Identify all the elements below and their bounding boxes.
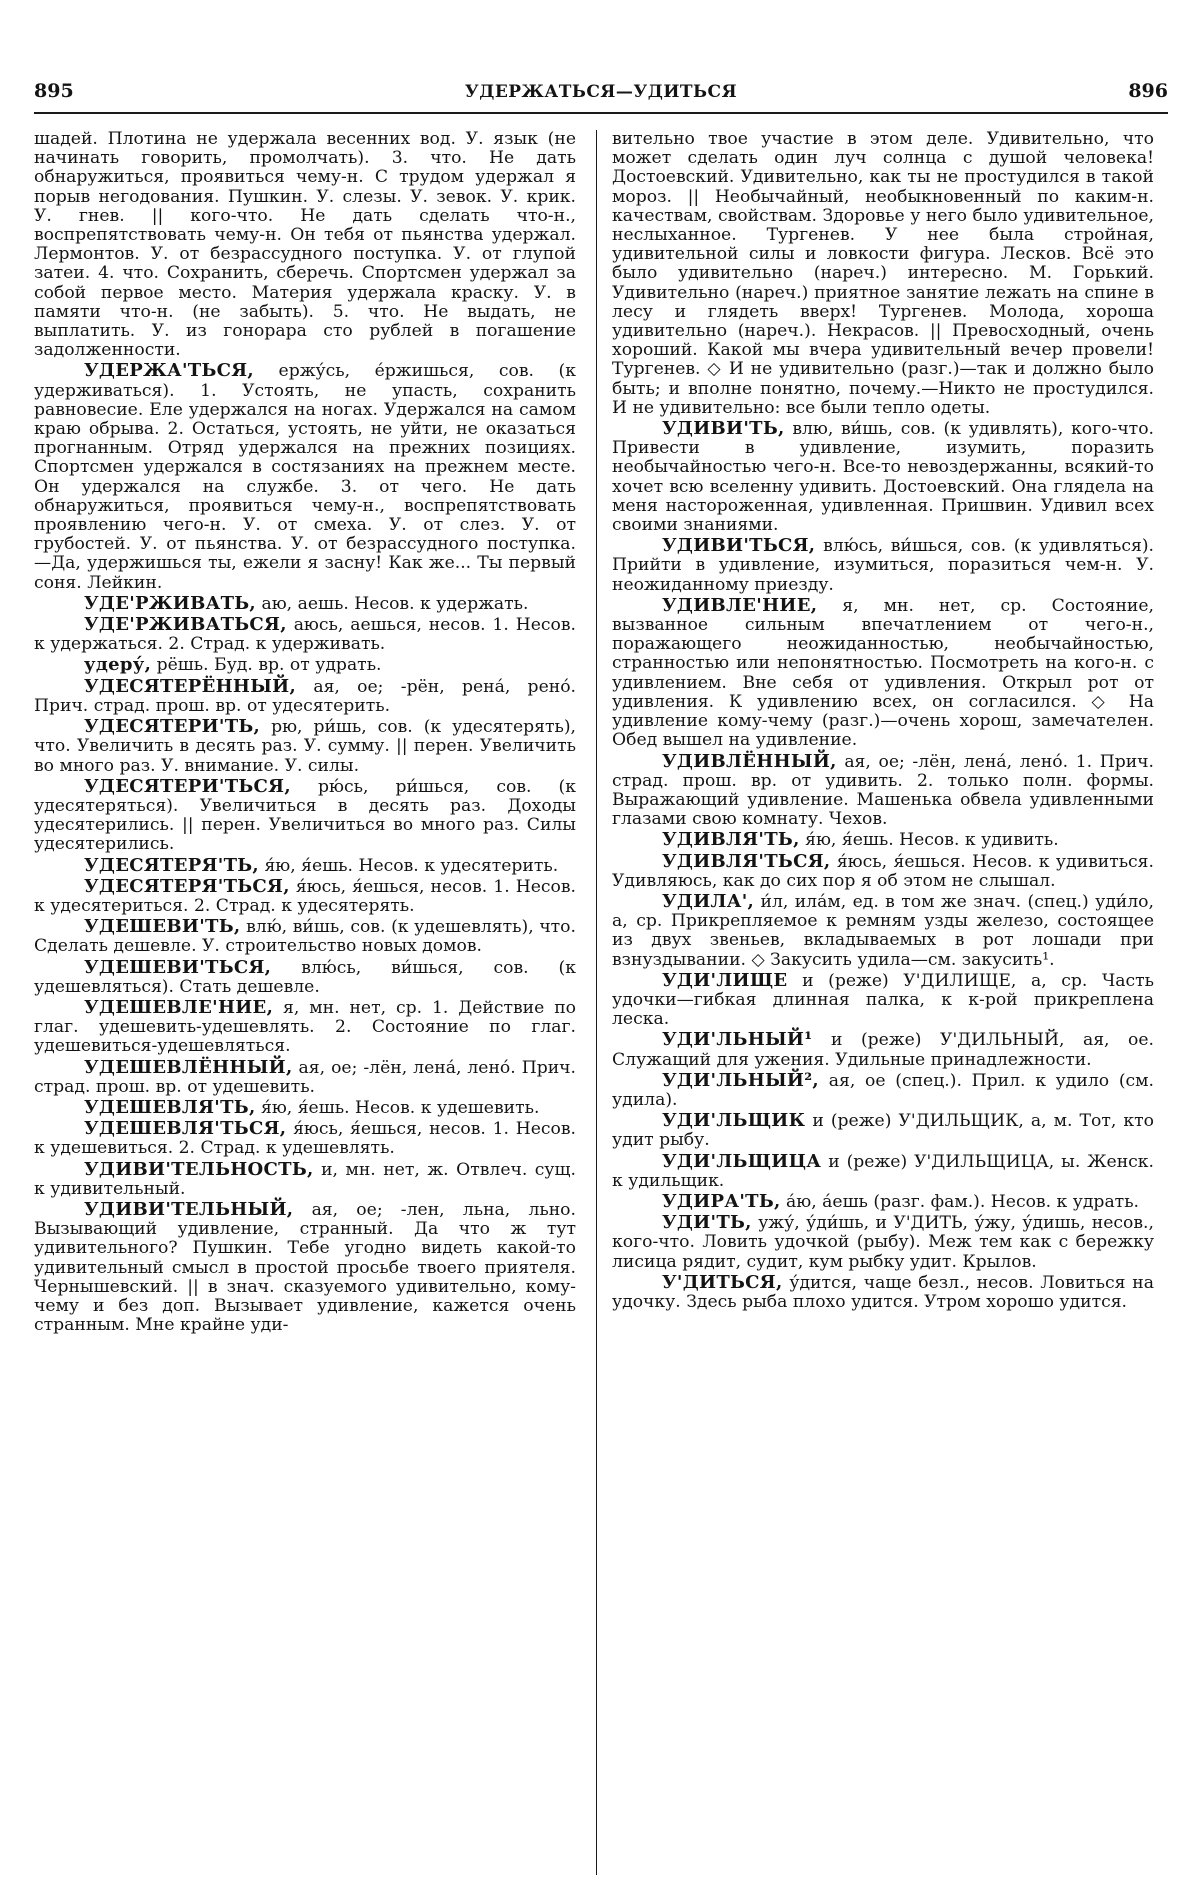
dictionary-entry bbox=[34, 615, 576, 654]
entry-headword: УДЕШЕВИ'ТЬСЯ, bbox=[84, 956, 272, 978]
entry-text: влю́сь, ви́шься, сов. (к удешевляться). Стать дешевле. bbox=[34, 957, 576, 997]
dictionary-entry bbox=[34, 917, 576, 956]
entry-text: и (реже) У'ДИЛЬЩИК, а, м. Тот, кто удит рыбу. bbox=[612, 1111, 1154, 1151]
dictionary-entry bbox=[34, 1200, 576, 1335]
dictionary-entry bbox=[612, 892, 1154, 970]
page-number-right: 896 bbox=[1128, 80, 1168, 102]
entry-text: ая, ое; -рён, рена́, рено́. Прич. страд. прош. вр. от удесятерить. bbox=[34, 676, 576, 716]
dictionary-entry bbox=[612, 971, 1154, 1030]
running-title: УДЕРЖАТЬСЯ—УДИТЬСЯ bbox=[464, 82, 738, 102]
entry-headword: УДИРА'ТЬ, bbox=[662, 1190, 781, 1212]
dictionary-entry bbox=[34, 717, 576, 776]
entry-text: шадей. Плотина не удержала весенних вод. У. язык (не начинать говорить, промолчать). 3. что. Не дать обнаружиться, проявиться чему-н. С трудом удержал я порыв негодования. Пушкин. У. слезы. У. зевок. У. крик. У. гнев. || кого-что. Не дать сделать что-н., воспрепятствовать чему-н. Он тебя от пьянства удержал. Лермонтов. У. от безрассудного поступка. У. от глупой затеи. 4. что. Сохранить, сберечь. Спортсмен удержал за собой первое место. Материя удержала краску. У. в памяти что-н. (не забыть). 5. что. Не выдать, не выплатить. У. из гонорара сто рублей в погашение задолженности. bbox=[34, 130, 576, 361]
entry-text: я́юсь, я́ешься. Несов. к удивиться. Удивляюсь, как до сих пор я об этом не слышал. bbox=[612, 851, 1154, 891]
dictionary-entry bbox=[612, 1213, 1154, 1272]
entry-text: и́л, ила́м, ед. в том же знач. (спец.) уди́ло, а, ср. Прикрепляемое к ремням узды железо, состоящее из двух звеньев, вкладываемых в рот лошади при взнуздывании. ◇ Закусить удила—см. закусить¹. bbox=[612, 891, 1154, 970]
dictionary-entry bbox=[612, 752, 1154, 830]
page-number-left: 895 bbox=[34, 80, 74, 102]
entry-headword: УДИВИ'ТЕЛЬНОСТЬ, bbox=[84, 1158, 314, 1180]
dictionary-entry bbox=[34, 677, 576, 716]
dictionary-entry bbox=[612, 419, 1154, 535]
entry-text: ая, ое; -лён, лена́, лено́. 1. Прич. страд. прош. вр. от удивить. 2. только полн. формы. Выражающий удивление. Машенька обвела удивленными глазами свою комнату. Чехов. bbox=[612, 751, 1154, 830]
entry-text: ая, ое; -лен, льна, льно. Вызывающий удивление, странный. Да что ж тут удивительного? Пушкин. Тебе угодно видеть какой-то удивительный смысл в простой просьбе твоего приятеля. Чернышевский. || в знач. сказуемого удивительно, кому-чему и без доп. Вызывает удивление, кажется очень странным. Мне крайне уди- bbox=[34, 1199, 576, 1336]
dictionary-entry bbox=[34, 958, 576, 997]
dictionary-entry bbox=[34, 594, 576, 614]
entry-text: и (реже) У'ДИЛЬНЫЙ, ая, ое. Служащий для ужения. Удильные принадлежности. bbox=[612, 1030, 1154, 1070]
entry-headword: УДЕ'РЖИВАТЬ, bbox=[84, 592, 256, 614]
entry-text: я, мн. нет, ср. 1. Действие по глаг. удешевить-удешевлять. 2. Состояние по глаг. удешевиться-удешевляться. bbox=[34, 997, 576, 1057]
dictionary-entry bbox=[612, 596, 1154, 751]
entry-text: рю, ри́шь, сов. (к удесятерять), что. Увеличить в десять раз. У. сумму. || перен. Увеличить во много раз. У. внимание. У. силы. bbox=[34, 717, 576, 776]
entry-headword: УДИВИ'ТЕЛЬНЫЙ, bbox=[84, 1198, 294, 1220]
entry-headword: УДЕШЕВЛЕ'НИЕ, bbox=[84, 996, 274, 1018]
entry-headword: УДИ'ЛЬНЫЙ¹ bbox=[662, 1029, 813, 1051]
entry-text: и (реже) У'ДИЛИЩЕ, а, ср. Часть удочки—гибкая длинная палка, к к-рой прикреплена леска. bbox=[612, 970, 1154, 1030]
entry-text: ая, ое; -лён, лена́, лено́. Прич. страд. прош. вр. от удешевить. bbox=[34, 1057, 576, 1097]
entry-headword: УДИВЛЁННЫЙ, bbox=[662, 750, 837, 772]
entry-text: аю, аешь. Несов. к удержать. bbox=[261, 593, 529, 614]
entry-headword: УДЕШЕВЛЯ'ТЬ, bbox=[84, 1096, 256, 1118]
column-divider bbox=[596, 130, 597, 1875]
entry-headword: УДЕРЖА'ТЬСЯ, bbox=[84, 360, 254, 382]
entry-text: я, мн. нет, ср. Состояние, вызванное сильным впечатлением от чего-н., поражающего неожиданностью, необычайностью, странностью или непонятностью. Посмотреть на кого-н. с удивлением. Вне себя от удивления. Открыл рот от удивления. К удивлению всех, он согласился. ◇ На удивление кому-чему (разг.)—очень хорош, замечателен. Обед вышел на удивление. bbox=[612, 595, 1154, 751]
dictionary-entry bbox=[612, 852, 1154, 891]
entry-text: и (реже) У'ДИЛЬЩИЦА, ы. Женск. к удильщик. bbox=[612, 1151, 1154, 1191]
entry-headword: У'ДИТЬСЯ, bbox=[662, 1271, 783, 1293]
entry-headword: УДИВЛЕ'НИЕ, bbox=[662, 594, 818, 616]
entry-text: я́ю, я́ешь. Несов. к удивить. bbox=[805, 830, 1059, 851]
dictionary-entry bbox=[34, 1119, 576, 1158]
dictionary-entry bbox=[612, 1192, 1154, 1212]
entry-headword: УДЕСЯТЕРЁННЫЙ, bbox=[84, 675, 297, 697]
entry-text: а́ю, а́ешь (разг. фам.). Несов. к удрать. bbox=[786, 1191, 1140, 1212]
entry-text: я́юсь, я́ешься, несов. 1. Несов. к удешевиться. 2. Страд. к удешевлять. bbox=[34, 1119, 576, 1159]
dictionary-entry bbox=[612, 130, 1154, 418]
dictionary-entry bbox=[34, 1058, 576, 1097]
entry-headword: УДЕСЯТЕРИ'ТЬСЯ, bbox=[84, 775, 291, 797]
entry-text: ужу́, у́ди́шь, и У'ДИТЬ, у́жу, у́дишь, несов., кого-что. Ловить удочкой (рыбу). Меж тем как с бережку лисица рядит, судит, кум рыбку удит. Крылов. bbox=[612, 1213, 1154, 1272]
dictionary-entry bbox=[34, 655, 576, 675]
entry-text: я́ю, я́ешь. Несов. к удесятерить. bbox=[264, 855, 559, 876]
entry-headword: УДИ'ТЬ, bbox=[662, 1212, 752, 1234]
entry-headword: УДИ'ЛЬЩИЦА bbox=[662, 1150, 822, 1172]
dictionary-entry bbox=[34, 1098, 576, 1118]
entry-headword: УДЕШЕВИ'ТЬ, bbox=[84, 916, 241, 938]
dictionary-entry bbox=[612, 1273, 1154, 1312]
entry-text: рю́сь, ри́шься, сов. (к удесятеряться). Увеличиться в десять раз. Доходы удесятерились. || перен. Увеличиться во много раз. Силы удесятерились. bbox=[34, 776, 576, 855]
entry-text: и, мн. нет, ж. Отвлеч. сущ. к удивительный. bbox=[34, 1159, 576, 1199]
entry-text: вительно твое участие в этом деле. Удивительно, что может сделать один луч солнца с душой человека! Достоевский. Удивительно, как ты не простудился в такой мороз. || Необычайный, необыкновенный по каким-н. качествам, свойствам. Здоровье у него было удивительное, неслыханное. Тургенев. У нее была стройная, удивительной силы и ловкости фигура. Лесков. Всё это было удивительно (нареч.) интересно. М. Горький. Удивительно (нареч.) приятное занятие лежать на спине в лесу и глядеть вверх! Тургенев. Молода, хороша удивительно (нареч.). Некрасов. || Превосходный, очень хороший. Какой мы вчера удивительный вечер провели! Тургенев. ◇ И не удивительно (разг.)—так и должно было быть; и вполне понятно, почему.—Никто не простудился. И не удивительно: все были тепло одеты. bbox=[612, 130, 1154, 418]
entry-headword: УДИ'ЛЬЩИК bbox=[662, 1110, 806, 1132]
dictionary-entry bbox=[612, 536, 1154, 595]
dictionary-entry bbox=[612, 830, 1154, 850]
entry-headword: УДИ'ЛЬНЫЙ², bbox=[662, 1069, 819, 1091]
entry-headword: УДИВЛЯ'ТЬ, bbox=[662, 829, 800, 851]
entry-text: у́дится, чаще безл., несов. Ловиться на удочку. Здесь рыба плохо удится. Утром хорошо удится. bbox=[612, 1272, 1154, 1312]
entry-text: влю́сь, ви́шься, сов. (к удивляться). Прийти в удивление, изумиться, поразиться чем-н. У. неожиданному приезду. bbox=[612, 536, 1154, 595]
entry-headword: УДИВИ'ТЬ, bbox=[662, 418, 785, 440]
dictionary-entry bbox=[612, 1030, 1154, 1069]
dictionary-entry bbox=[34, 777, 576, 855]
entry-headword: УДИВИ'ТЬСЯ, bbox=[662, 535, 816, 557]
entry-headword: УДЕСЯТЕРИ'ТЬ, bbox=[84, 716, 261, 738]
page-header bbox=[34, 72, 1168, 114]
entry-headword: УДИ'ЛИЩЕ bbox=[662, 969, 788, 991]
entry-text: я́ю, я́ешь. Несов. к удешевить. bbox=[260, 1097, 540, 1118]
dictionary-entry bbox=[34, 856, 576, 876]
dictionary-entry bbox=[34, 877, 576, 916]
dictionary-entry bbox=[34, 1160, 576, 1199]
right-column bbox=[612, 130, 1154, 1875]
dictionary-entry bbox=[34, 130, 576, 360]
entry-text: я́юсь, я́ешься, несов. 1. Несов. к удесятериться. 2. Страд. к удесятерять. bbox=[34, 876, 576, 916]
entry-headword: УДЕШЕВЛЯ'ТЬСЯ, bbox=[84, 1118, 287, 1140]
dictionary-entry bbox=[612, 1111, 1154, 1150]
entry-text: аюсь, аешься, несов. 1. Несов. к удержаться. 2. Страд. к удерживать. bbox=[34, 615, 576, 655]
left-column bbox=[34, 130, 576, 1875]
entry-headword: УДЕСЯТЕРЯ'ТЬСЯ, bbox=[84, 875, 290, 897]
dictionary-entry bbox=[612, 1152, 1154, 1191]
entry-text: влю, ви́шь, сов. (к удивлять), кого-что. Привести в удивление, изумить, поразить необычайностью чего-н. Все-то невоздержанны, всякий-то хочет всю вселенну удивить. Достоевский. Она глядела на меня настороженная, удивленная. Пришвин. Удивил всех своими знаниями. bbox=[612, 419, 1154, 536]
entry-text: ержу́сь, е́ржишься, сов. (к удерживаться). 1. Устоять, не упасть, сохранить равновесие. Еле удержался на ногах. Удержался на самом краю обрыва. 2. Остаться, устоять, не уйти, не оказаться прогнанным. Отряд удержался на прежних позициях. Спортсмен удержался в состязаниях на прежнем месте. Он удержался на службе. 3. от чего. Не дать обнаружиться, проявиться чему-н., воспрепятствовать проявлению чего-н. У. от смеха. У. от слез. У. от грубостей. У. от пьянства. У. от безрассудного поступка. —Да, удержишься ты, ежели я засну! Как же... Ты первый соня. Лейкин. bbox=[34, 361, 576, 593]
entry-headword: УДИЛА', bbox=[662, 890, 755, 912]
entry-text: влю́, ви́шь, сов. (к удешевлять), что. Сделать дешевле. У. строительство новых домов. bbox=[34, 917, 576, 957]
entry-headword: УДЕШЕВЛЁННЫЙ, bbox=[84, 1056, 293, 1078]
entry-text: рёшь. Буд. вр. от удрать. bbox=[156, 655, 382, 676]
entry-headword: УДЕ'РЖИВАТЬСЯ, bbox=[84, 614, 287, 636]
entry-headword: УДИВЛЯ'ТЬСЯ, bbox=[662, 850, 831, 872]
entry-text: ая, ое (спец.). Прил. к удило (см. удила). bbox=[612, 1070, 1154, 1110]
entry-headword: удеру́, bbox=[84, 654, 152, 676]
dictionary-entry bbox=[612, 1071, 1154, 1110]
entry-headword: УДЕСЯТЕРЯ'ТЬ, bbox=[84, 854, 259, 876]
dictionary-entry bbox=[34, 361, 576, 592]
dictionary-entry bbox=[34, 998, 576, 1057]
